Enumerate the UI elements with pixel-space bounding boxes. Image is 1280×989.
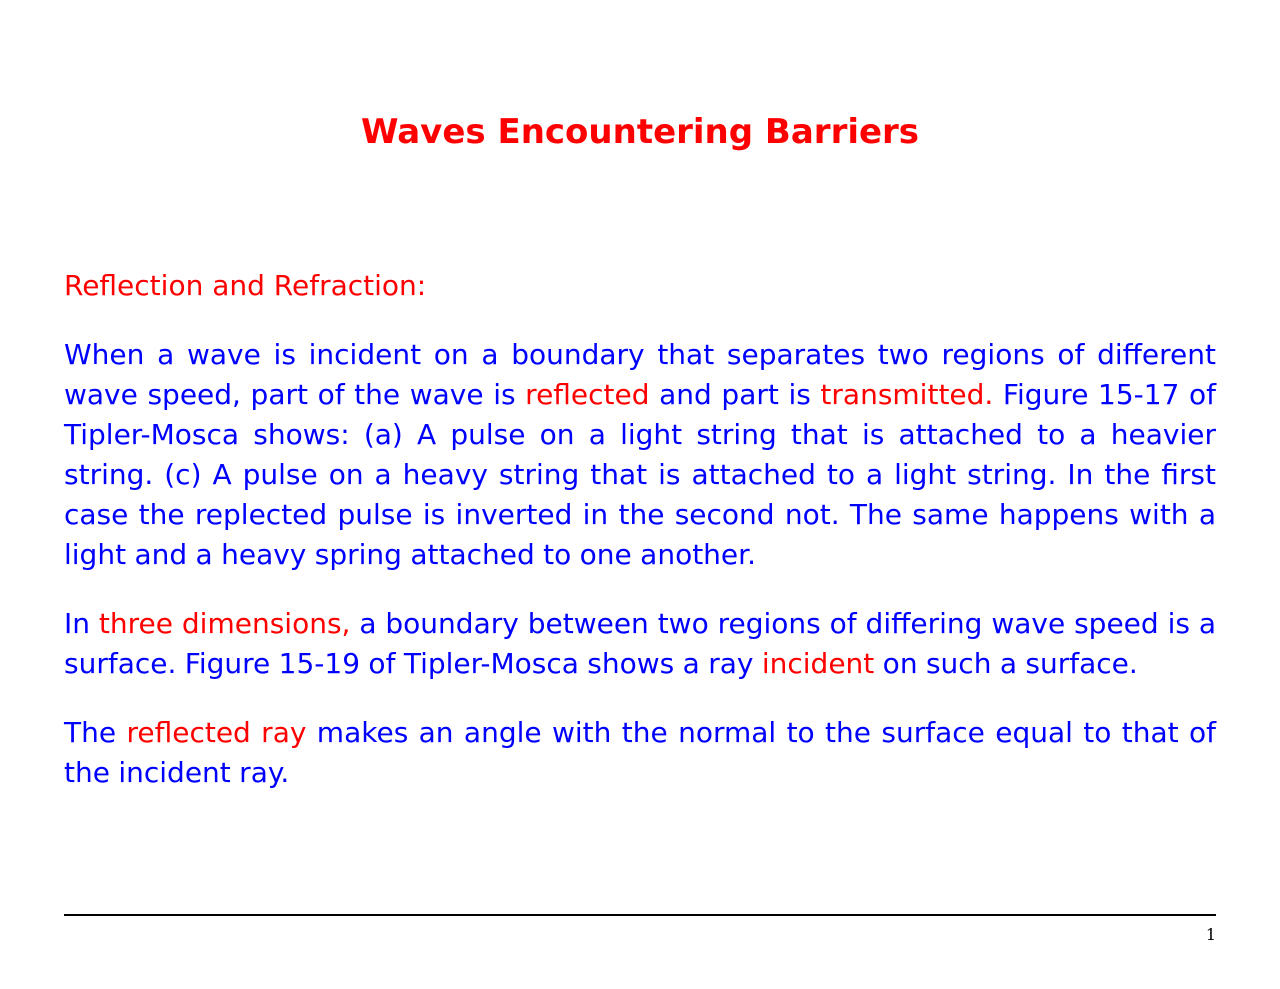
text-segment: In [64,607,99,640]
text-segment: When a wave is incident on a boundary that separates two regions of different wave speed, part of the wave is [64,338,1216,411]
highlight-transmitted: transmitted. [820,378,994,411]
page-title: Waves Encountering Barriers [360,112,920,152]
footer-rule [64,914,1216,916]
paragraph-reflection-transmission [64,335,1216,575]
text-segment: a boundary between two regions of differing wave speed is a surface. Figure 15-19 of Tipler-Mosca shows a ray [64,607,1217,680]
highlight-reflected: reflected [525,378,650,411]
text-segment: Figure 15-17 of Tipler-Mosca shows: (a) A pulse on a light string that is attached to a heavier string. (c) A pulse on a heavy string that is attached to a light string. In the first case the replected pulse is inverted in the second not. The same happens with a light and a heavy spring attached to one another. [64,378,1216,571]
highlight-incident: incident [761,647,875,680]
highlight-reflected-ray: reflected ray [126,716,307,749]
section-heading: Reflection and Refraction: [64,269,427,302]
text-segment: The [64,716,127,749]
text-segment: on such a surface. [874,647,1138,680]
page-number: 1 [1205,925,1216,944]
paragraph-reflected-ray [64,713,1216,793]
highlight-three-dimensions: three dimensions, [98,607,351,640]
paragraph-three-dimensions [64,604,1216,684]
text-segment: and part is [649,378,821,411]
text-segment: makes an angle with the normal to the surface equal to that of the incident ray. [64,716,1216,789]
